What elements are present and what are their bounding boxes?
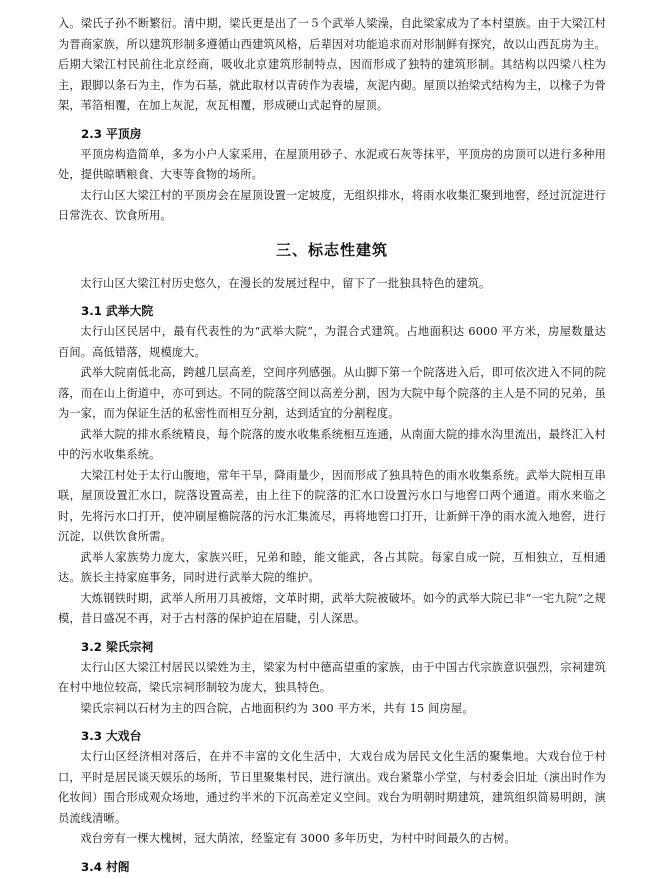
paragraph-3-2-b: 梁氏宗祠以石材为主的四合院，占地面积约为 300 平方米，共有 15 间房屋。 <box>80 701 474 715</box>
paragraph-2-3-b: 太行山区大梁江村的平顶房会在屋顶设置一定坡度，无组织排水，将雨水收集汇聚到地窖，经过沉淀进行日常洗衣、饮食所用。 <box>58 188 606 222</box>
heading-3-2: 3.2 梁氏宗祠 <box>81 639 154 654</box>
heading-3-1: 3.1 武举大院 <box>81 304 154 318</box>
paragraph-3-3-a: 太行山区经济相对落后，在并不丰富的文化生活中，大戏台成为居民文化生活的聚集地。大戏台位于村口，平时是居民谈天娱乐的场所，节日里聚集村民，进行演出。戏台紧靠小学堂，与村委会旧址（演出时作为化妆间）围合形成观众场地，通过约半米的下沉高差定义空间。戏台为明朝时期建筑，建筑组织简易明朗，演员流线清晰。 <box>58 750 606 825</box>
heading-3-3: 3.3 大戏台 <box>81 729 142 743</box>
paragraph-intro: 入。梁氏子孙不断繁衍。清中期，梁氏更是出了一５个武举人梁澡，自此梁家成为了本村望族。由于大梁江村为晋商家族，所以建筑形制多遵循山西建筑风格，后辈因对功能追求而对形制鲜有探究，故以山西瓦房为主。后期大梁江村民前往北京经商，吸收北京建筑形制特点，因而形成了独特的建筑形制。其结构以四梁八柱为主，跟脚以条石为主，作为石基，就此取材以青砖作为表墙，灰泥内砌。屋顶以抬梁式结构为主，以椽子为骨架，苇箔相覆，在加上灰泥，灰瓦相覆，形成硬山式起脊的屋顶。 <box>58 17 606 112</box>
paragraph-3-1-b: 武举大院南低北高，跨越几层高差，空间序列感强。从山脚下第一个院落进入后，即可依次进入不同的院落，而在山上街道中，亦可到达。不同的院落空间以高差分割，因为大院中每个院落的主人是不同的兄弟，虽为一家，而为保证生活的私密性而相互分割，达到适宜的分割程度。 <box>58 366 606 420</box>
paragraph-3-intro: 太行山区大梁江村历史悠久，在漫长的发展过程中，留下了一批独具特色的建筑。 <box>80 276 491 290</box>
paragraph-3-1-f: 大炼钢铁时期，武举人所用刀具被熔，文革时期，武举大院被破坏。如今的武举大院已非“一宅九院”之规模，昔日盛况不再，对于古村落的保护迫在眉睫，引人深思。 <box>58 591 606 625</box>
paragraph-3-1-a: 太行山区民居中，最有代表性的为“武举大院”，为混合式建筑。占地面积达 6000 平方米，房屋数量达百间。高低错落，规模庞大。 <box>58 325 606 359</box>
paragraph-3-1-e: 武举人家族势力庞大，家族兴旺，兄弟和睦，能文能武，各占其院。每家自成一院，互相独立，互相通达。族长主持家庭事务，同时进行武举大院的维护。 <box>58 550 606 584</box>
paragraph-3-2-a: 太行山区大梁江村居民以梁姓为主，梁家为村中德高望重的家族，由于中国古代宗族意识强烈，宗祠建筑在村中地位较高，梁氏宗祠形制较为庞大，独具特色。 <box>58 660 606 694</box>
paragraph-2-3-a: 平顶房构造简单，多为小户人家采用，在屋顶用砂子、水泥或石灰等抹平，平顶房的房顶可以进行多种用处，提供晾晒粮食、大枣等食物的场所。 <box>58 147 606 181</box>
heading-3-4: 3.4 村阁 <box>81 859 130 874</box>
paragraph-3-1-c: 武举大院的排水系统精良，每个院落的废水收集系统相互连通，从南面大院的排水沟里流出，最终汇入村中的污水收集系统。 <box>58 427 606 461</box>
heading-2-3: 2.3 平顶房 <box>81 126 142 141</box>
section-heading-3: 三、标志性建筑 <box>275 240 388 259</box>
document-page <box>58 14 606 878</box>
paragraph-3-1-d: 大梁江村处于太行山腹地，常年干旱，降雨量少，因而形成了独具特色的雨水收集系统。武举大院相互串联，屋顶设置汇水口，院落设置高差，由上往下的院落的汇水口设置污水口与地窖口两个通道。雨水来临之时，先将污水口打开，使冲刷屋檐院落的污水汇集流尽，再将地窖口打开，让新鲜干净的雨水流入地窖，进行沉淀，以供饮食所需。 <box>58 468 606 543</box>
paragraph-3-3-b: 戏台旁有一棵大槐树，冠大荫浓，经鉴定有 3000 多年历史，为村中时间最久的古树。 <box>80 832 516 845</box>
